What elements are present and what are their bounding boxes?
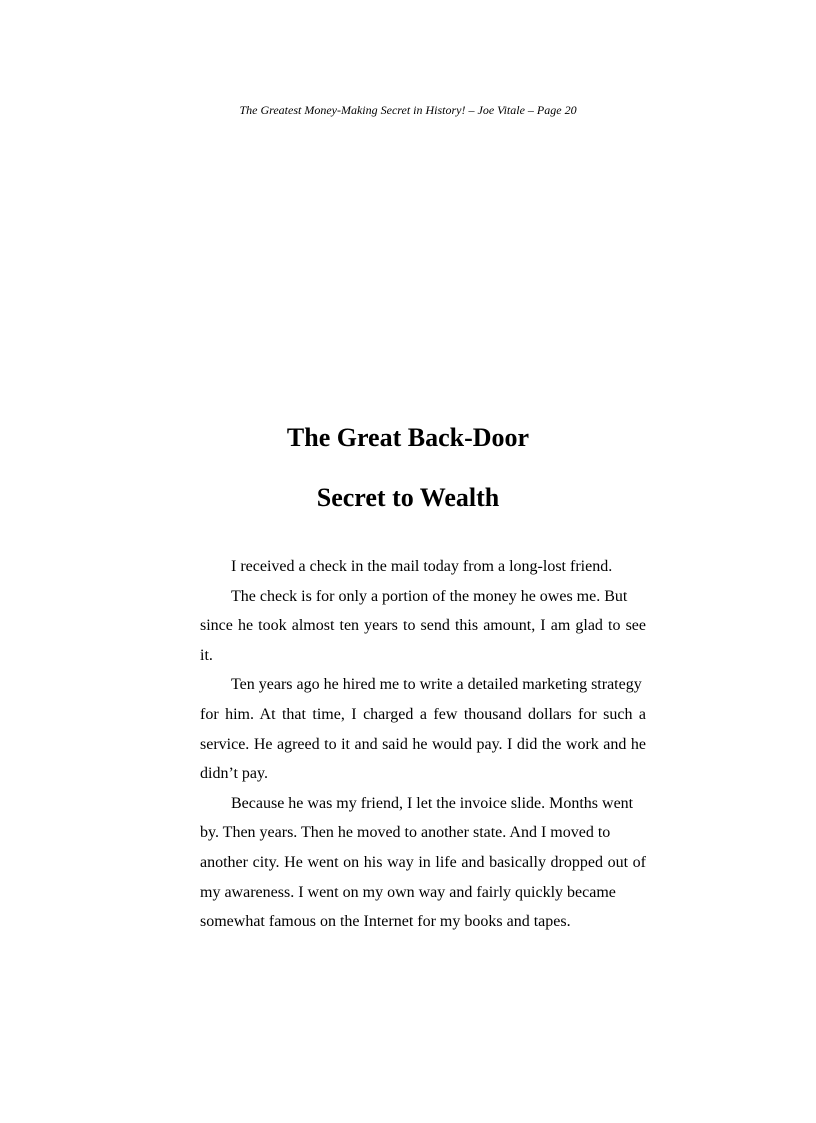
text-line: my awareness. I went on my own way and fairly quickly became xyxy=(200,883,616,901)
text-line: for him. At that time, I charged a few thousand dollars for such a xyxy=(200,705,646,723)
chapter-title xyxy=(0,418,816,518)
chapter-title-line-1: The Great Back-Door xyxy=(286,423,530,452)
text-line: since he took almost ten years to send this amount, I am glad to see xyxy=(200,617,646,635)
text-line: by. Then years. Then he moved to another state. And I moved to xyxy=(200,824,611,842)
text-line: Ten years ago he hired me to write a detailed marketing strategy xyxy=(231,676,642,694)
paragraph-2 xyxy=(200,582,646,671)
text-line: The check is for only a portion of the money he owes me. But xyxy=(231,587,628,605)
text-line: didn’t pay. xyxy=(200,765,268,783)
paragraph-3 xyxy=(200,670,646,788)
text-line: another city. He went on his way in life and basically dropped out of xyxy=(200,853,646,871)
chapter-title-line-2: Secret to Wealth xyxy=(316,483,500,512)
text-line: somewhat famous on the Internet for my books and tapes. xyxy=(200,913,571,931)
paragraph-4 xyxy=(200,789,646,937)
running-header: The Greatest Money-Making Secret in History! – Joe Vitale – Page 20 xyxy=(239,103,577,117)
text-line: I received a check in the mail today from a long-lost friend. xyxy=(231,558,613,575)
text-line: service. He agreed to it and said he would pay. I did the work and he xyxy=(200,735,646,753)
text-line: it. xyxy=(200,646,213,664)
paragraph-1 xyxy=(200,552,646,582)
text-line: Because he was my friend, I let the invoice slide. Months went xyxy=(231,794,634,812)
body-text xyxy=(200,552,646,937)
